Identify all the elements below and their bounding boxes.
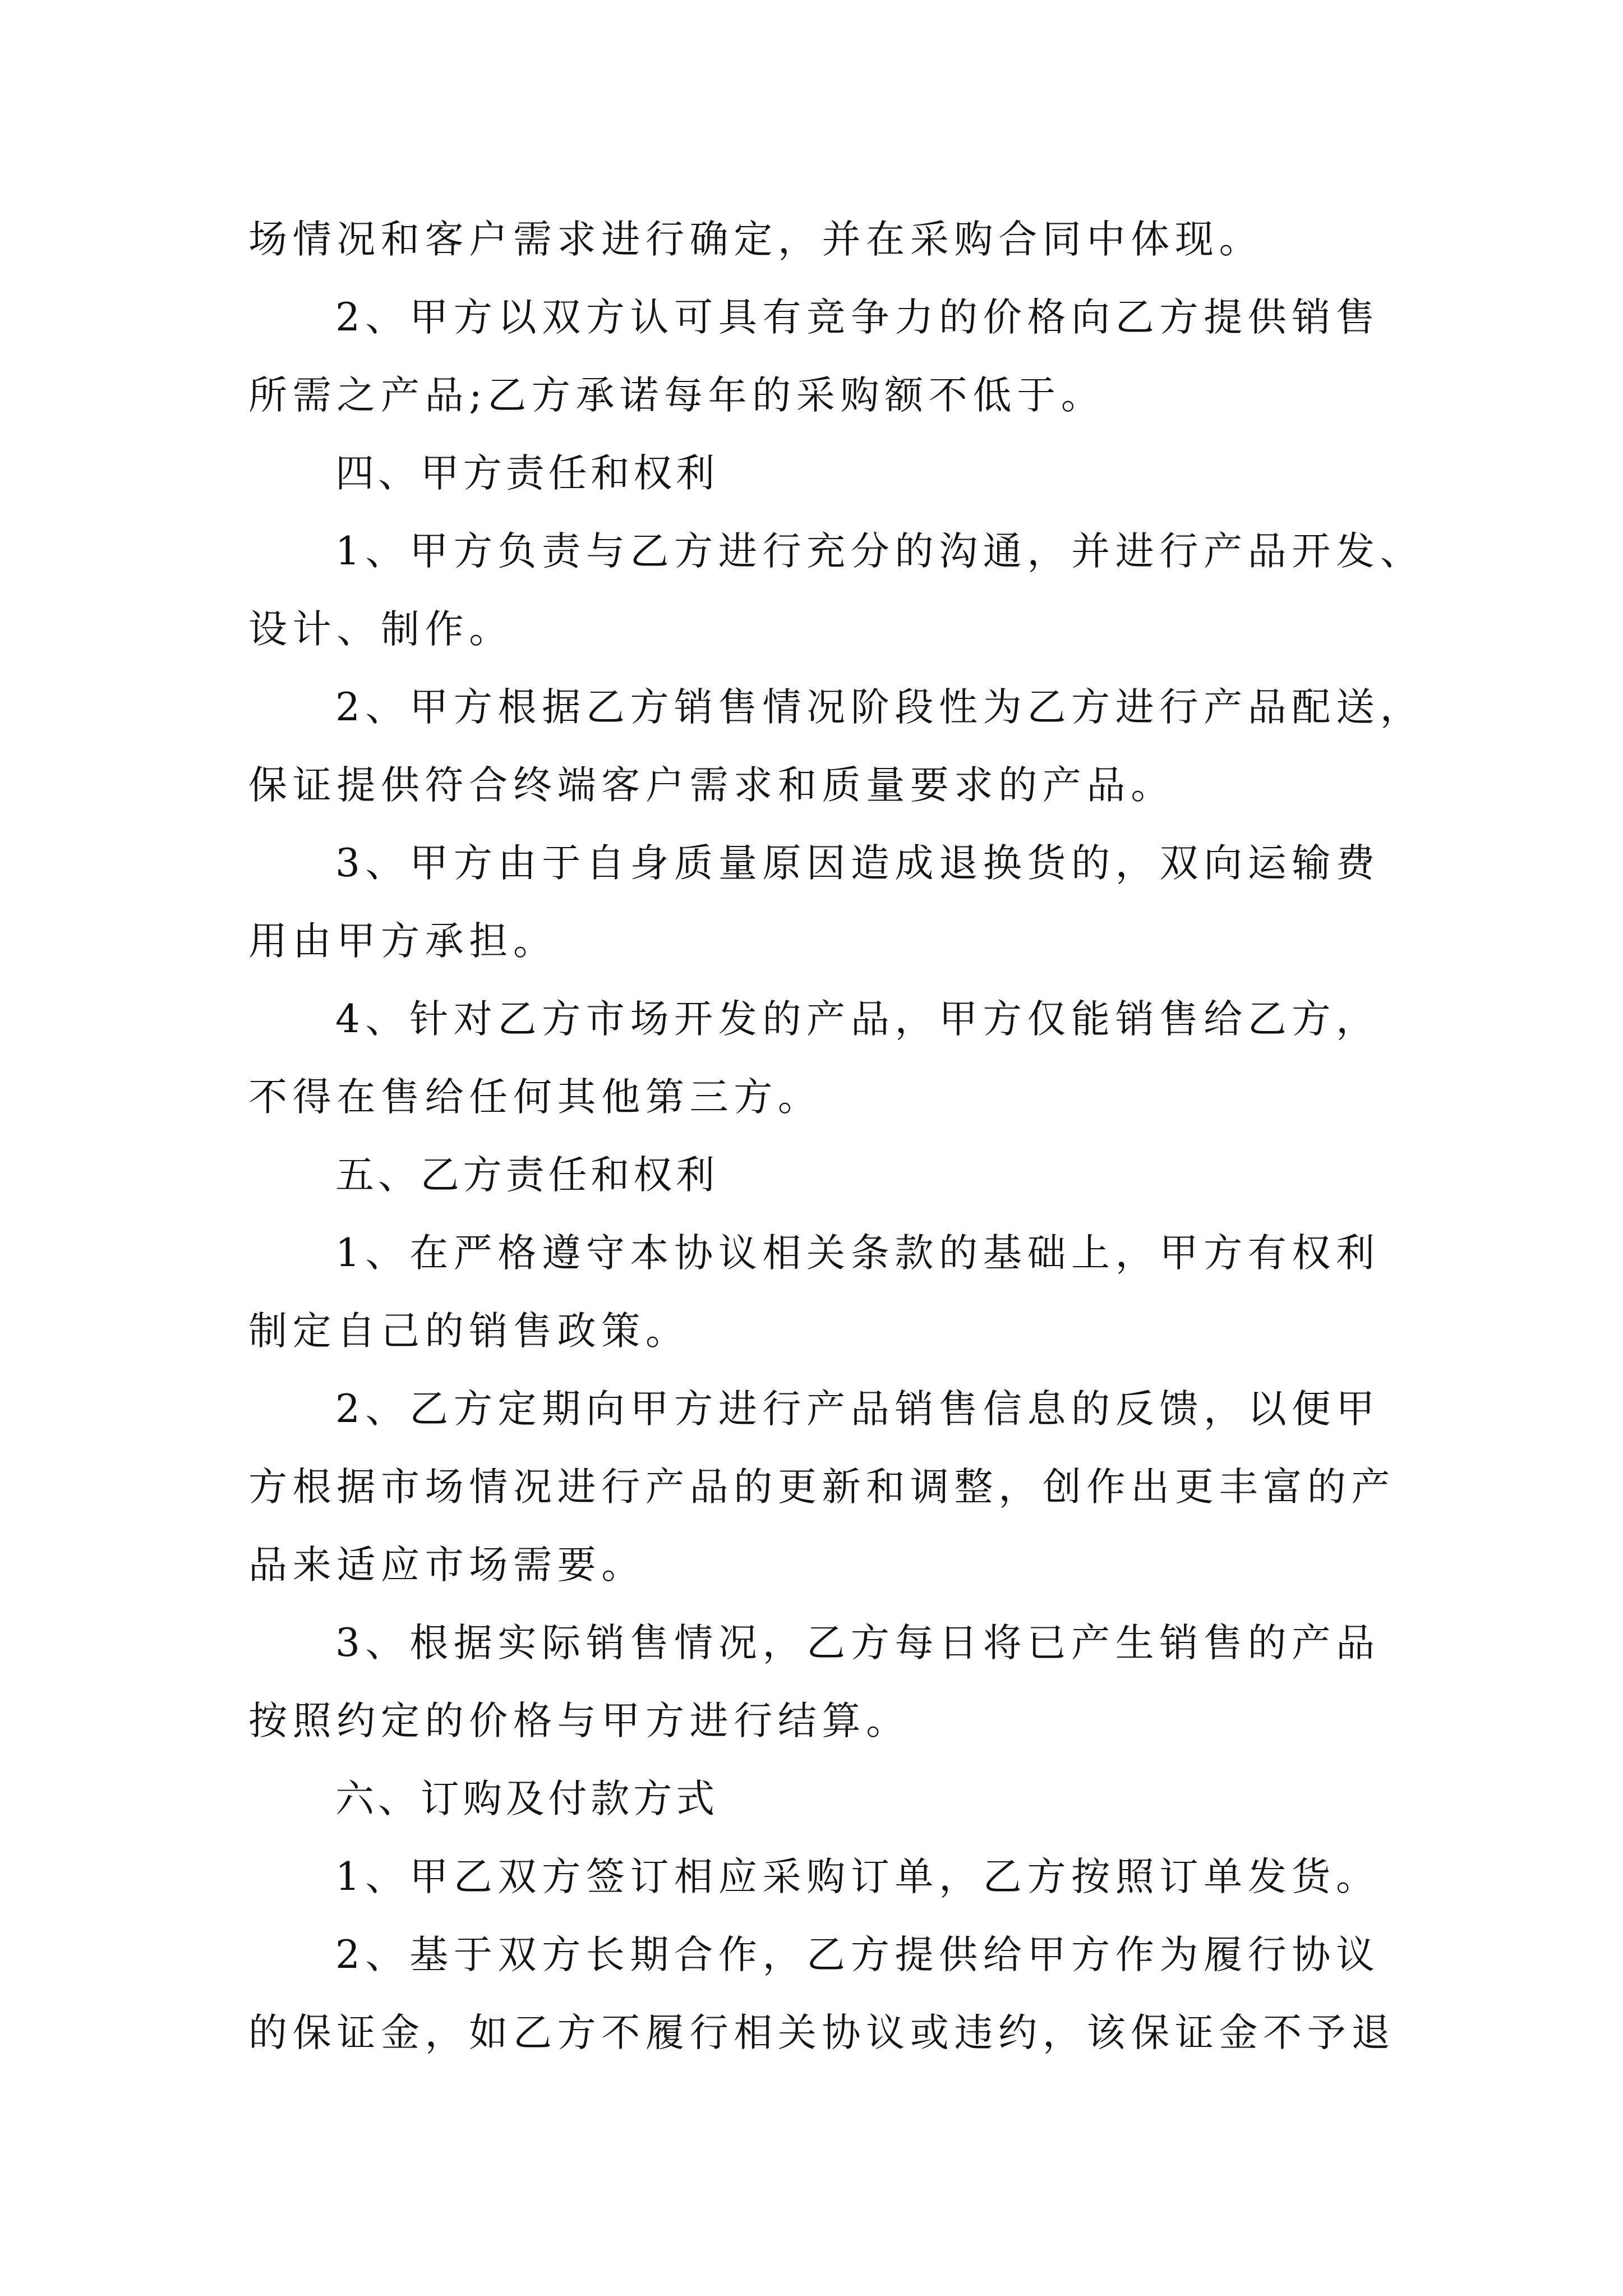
text-line: 的保证金，如乙方不履行相关协议或违约，该保证金不予退 — [248, 2010, 1396, 2055]
section-heading: 四、甲方责任和权利 — [335, 451, 719, 496]
text-line: 3、甲方由于自身质量原因造成退换货的，双向运输费 — [335, 841, 1380, 886]
text-line: 制定自己的销售政策。 — [248, 1309, 690, 1354]
text-line: 方根据市场情况进行产品的更新和调整，创作出更丰富的产 — [248, 1465, 1396, 1510]
text-line: 按照约定的价格与甲方进行结算。 — [248, 1699, 910, 1743]
text-line: 品来适应市场需要。 — [248, 1543, 645, 1588]
text-line: 4、针对乙方市场开发的产品，甲方仅能销售给乙方， — [335, 997, 1380, 1042]
text-line: 场情况和客户需求进行确定，并在采购合同中体现。 — [248, 217, 1264, 262]
text-line: 2、甲方以双方认可具有竞争力的价格向乙方提供销售 — [335, 295, 1380, 340]
text-line: 2、甲方根据乙方销售情况阶段性为乙方进行产品配送， — [335, 685, 1424, 730]
text-line: 3、根据实际销售情况，乙方每日将已产生销售的产品 — [335, 1621, 1380, 1665]
text-line: 2、乙方定期向甲方进行产品销售信息的反馈，以便甲 — [335, 1387, 1380, 1432]
text-line: 1、在严格遵守本协议相关条款的基础上，甲方有权利 — [335, 1231, 1380, 1276]
text-line: 用由甲方承担。 — [248, 919, 557, 964]
text-line: 1、甲方负责与乙方进行充分的沟通，并进行产品开发、 — [335, 529, 1424, 574]
text-line: 设计、制作。 — [248, 607, 513, 652]
text-line: 保证提供符合终端客户需求和质量要求的产品。 — [248, 763, 1175, 808]
text-line: 1、甲乙双方签订相应采购订单，乙方按照订单发货。 — [335, 1855, 1380, 1899]
section-heading: 六、订购及付款方式 — [335, 1777, 719, 1821]
section-heading: 五、乙方责任和权利 — [335, 1153, 719, 1198]
text-line: 不得在售给任何其他第三方。 — [248, 1075, 822, 1120]
text-line: 所需之产品;乙方承诺每年的采购额不低于。 — [248, 373, 1105, 418]
text-line: 2、基于双方长期合作，乙方提供给甲方作为履行协议 — [335, 1932, 1380, 1977]
